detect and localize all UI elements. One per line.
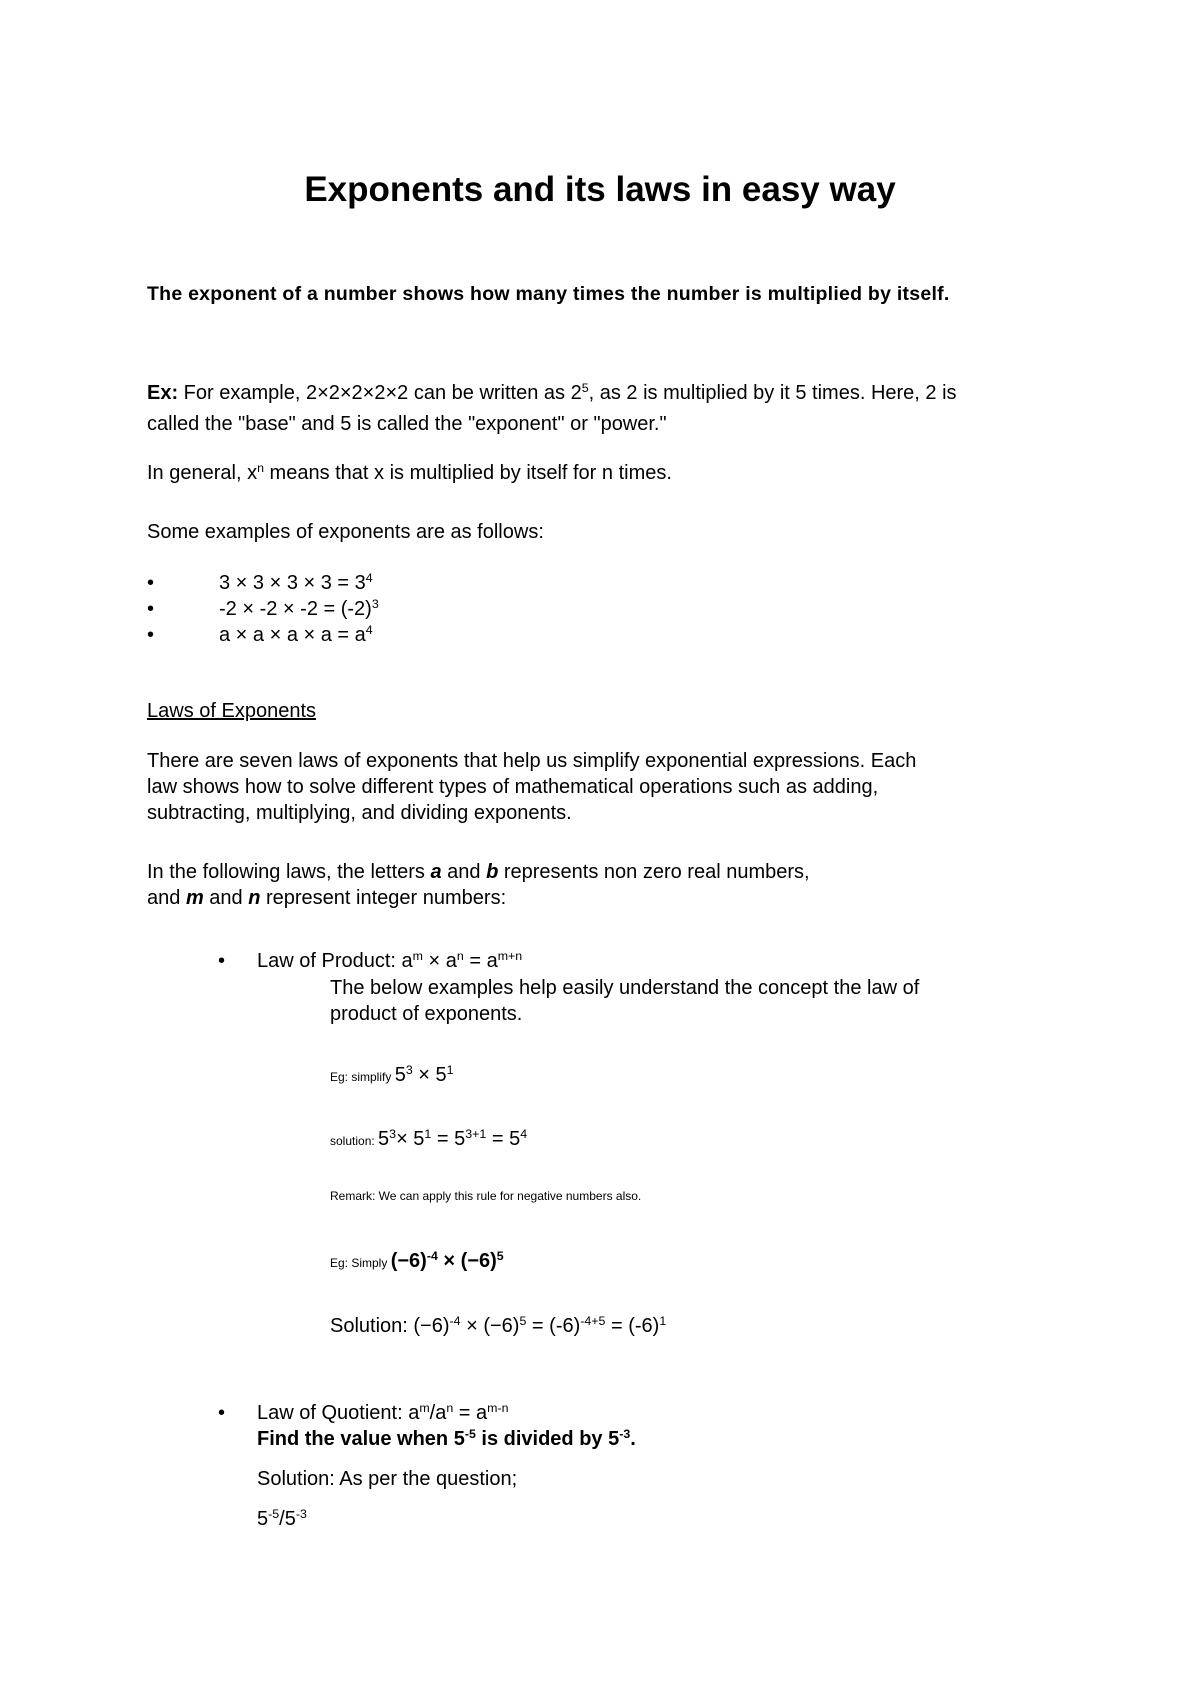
examples-intro: Some examples of exponents are as follows: <box>147 521 544 543</box>
product-example-2: Eg: Simply $(-6)^{-4} \times (-6)^5$ <box>330 1249 504 1272</box>
law-product-heading: Law of Product: $a^m \times a^n = a^{m+n}$ <box>257 949 523 972</box>
bullet-icon: • <box>147 572 155 594</box>
general-statement: In general, $x^n$ means that x is multiplied by itself for n times. <box>147 461 672 484</box>
example-line-1: Ex: For example, 2×2×2×2×2 can be written as $2^5$, as 2 is multiplied by it 5 times. Here, 2 is <box>147 381 957 404</box>
laws-paragraph-line: subtracting, multiplying, and dividing exponents. <box>147 802 572 824</box>
laws-heading: Laws of Exponents <box>147 700 316 722</box>
bullet-icon: • <box>218 950 226 972</box>
product-example-1: Eg: simplify $5^3 \times 5^1$ <box>330 1063 454 1086</box>
example-item: $-2 \times -2 \times -2 = (-2)^3$ <box>219 597 379 620</box>
product-remark: Remark: We can apply this rule for negative numbers also. <box>330 1189 642 1203</box>
bullet-icon: • <box>147 624 155 646</box>
law-product-description: product of exponents. <box>330 1003 523 1025</box>
laws-paragraph-line: law shows how to solve different types of mathematical operations such as adding, <box>147 776 879 798</box>
law-quotient-heading: Law of Quotient: $a^m/a^n = a^{m-n}$ <box>257 1401 509 1424</box>
variables-line-1: In the following laws, the letters a and b represents non zero real numbers, <box>147 861 810 883</box>
page-title: Exponents and its laws in easy way <box>304 170 896 209</box>
quotient-solution: Solution: As per the question; <box>257 1468 518 1490</box>
example-item: $a \times a \times a \times a = a^4$ <box>219 623 373 646</box>
bullet-icon: • <box>218 1402 226 1424</box>
intro-statement: The exponent of a number shows how many times the number is multiplied by itself. <box>147 283 950 305</box>
laws-paragraph-line: There are seven laws of exponents that help us simplify exponential expressions. Each <box>147 750 917 772</box>
law-product-description: The below examples help easily understand the concept the law of <box>330 977 920 999</box>
bullet-icon: • <box>147 598 155 620</box>
variables-line-2: and m and n represent integer numbers: <box>147 887 507 909</box>
quotient-expression: $5^{-5}/5^{-3}$ <box>257 1507 307 1530</box>
example-item: $3 \times 3 \times 3 \times 3 = 3^4$ <box>219 571 373 594</box>
example-line-2: called the "base" and 5 is called the "exponent" or "power." <box>147 413 667 435</box>
example-label: Ex: <box>147 382 179 404</box>
product-solution-2: Solution: $(-6)^{-4} \times (-6)^5 = (-6)^{-4+5} = (-6)^1$ <box>330 1314 667 1337</box>
quotient-question: Find the value when $5^{-5}$ is divided by $5^{-3}$. <box>257 1427 636 1450</box>
product-solution-1: solution: $5^3\times 5^1 = 5^{3+1} = 5^4$ <box>330 1127 528 1150</box>
